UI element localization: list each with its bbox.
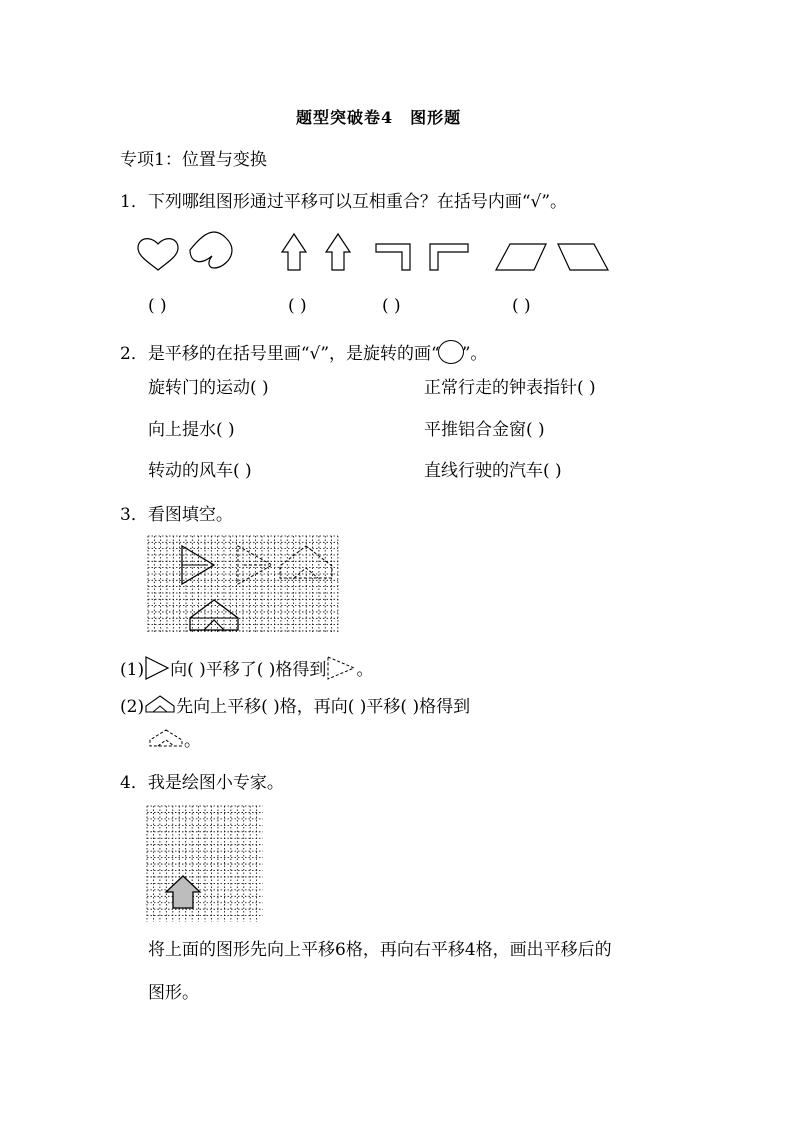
q3-dotted-grid [148, 536, 338, 632]
heart-shape-2-rotated [190, 232, 232, 268]
q1-blank-2[interactable]: ( ) [288, 296, 307, 316]
arrow-shape-1 [282, 234, 306, 270]
q4-instruction-line-2: 图形。 [148, 983, 199, 1003]
small-solid-triangle-icon [144, 655, 170, 681]
question-4-text: 4．我是绘图小专家。 [120, 773, 284, 793]
parallelogram-shape-1 [496, 244, 546, 270]
q4-dotted-grid[interactable] [147, 806, 265, 924]
q2-item-lift-water[interactable]: 向上提水( ) [148, 420, 235, 440]
question-2-text-after: ”。 [461, 344, 488, 364]
small-dashed-house-icon [148, 728, 184, 750]
q2-item-windmill[interactable]: 转动的风车( ) [148, 461, 252, 481]
q2-item-revolving-door[interactable]: 旋转门的运动( ) [148, 378, 269, 398]
q3-sub2-line2 [148, 728, 201, 751]
question-1-text: 1．下列哪组图形通过平移可以互相重合？在括号内画“√”。 [120, 192, 568, 212]
q3-sub1-end: 。 [356, 660, 374, 680]
arrow-shape-2 [326, 234, 350, 270]
small-dashed-triangle-icon [326, 655, 356, 681]
l-shape-1 [376, 244, 410, 270]
q4-arrow-figure [166, 876, 200, 908]
q2-item-car[interactable]: 直线行驶的汽车( ) [424, 461, 562, 481]
question-3-text: 3．看图填空。 [120, 505, 233, 525]
heart-shape-1 [138, 239, 178, 270]
q3-sub1-prefix: (1) [120, 660, 145, 680]
page-title: 题型突破卷4 图形题 [296, 108, 462, 127]
small-solid-house-icon [144, 694, 176, 716]
parallelogram-shape-2-flipped [558, 244, 608, 270]
q3-sub2-end: 。 [184, 731, 201, 751]
section-heading: 专项1：位置与变换 [120, 150, 267, 170]
q2-item-sliding-window[interactable]: 平推铝合金窗( ) [424, 420, 545, 440]
q3-solid-house [190, 600, 238, 630]
q1-blank-4[interactable]: ( ) [512, 296, 531, 316]
l-shape-2-rotated [430, 244, 468, 270]
q1-figures [0, 228, 794, 288]
q3-sub2 [120, 694, 470, 717]
q1-blank-1[interactable]: ( ) [148, 296, 167, 316]
q3-sub1-text[interactable]: 向( )平移了( )格得到 [170, 660, 327, 680]
q1-blank-3[interactable]: ( ) [382, 296, 401, 316]
question-2-text-before: 2．是平移的在括号里画“√”，是旋转的画“ [120, 344, 440, 364]
q4-instruction-line-1: 将上面的图形先向上平移6格，再向右平移4格，画出平移后的 [148, 940, 612, 960]
q3-sub2-text[interactable]: 先向上平移( )格，再向( )平移( )格得到 [176, 697, 471, 717]
circle-icon [438, 340, 464, 364]
q2-item-clock-hand[interactable]: 正常行走的钟表指针( ) [424, 378, 596, 398]
question-2-text [120, 340, 487, 364]
q3-sub2-prefix: (2) [120, 697, 145, 717]
q3-sub1 [120, 655, 373, 681]
